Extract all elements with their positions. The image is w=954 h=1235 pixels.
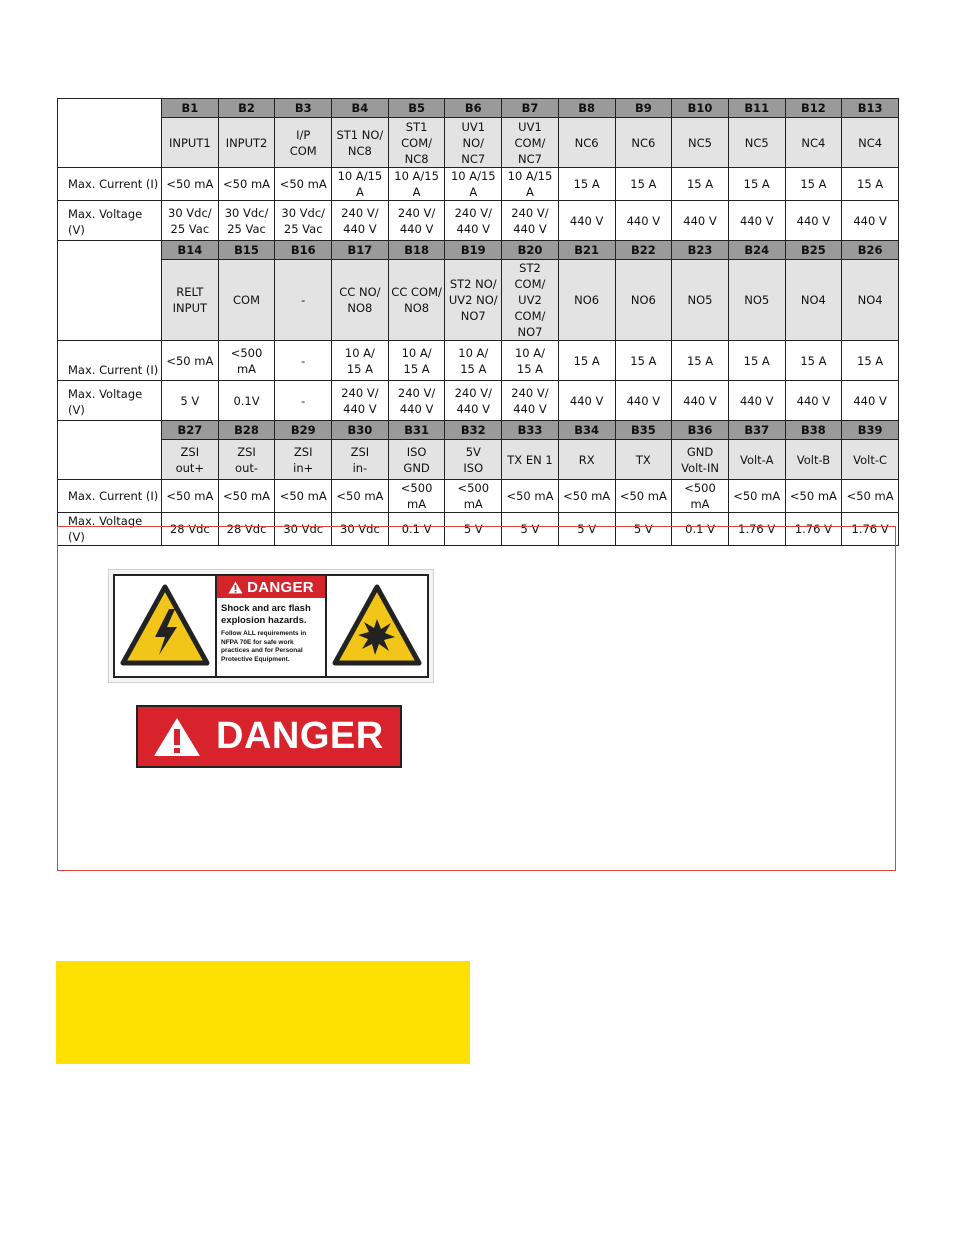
spec-value: <50 mA — [275, 168, 332, 201]
spec-value: <50 mA — [218, 480, 275, 513]
spec-value: <50 mA — [218, 168, 275, 201]
max-current-row — [58, 168, 899, 201]
pin-header: B13 — [842, 99, 899, 118]
spec-value: 240 V/ 440 V — [502, 381, 559, 421]
pin-header: B29 — [275, 421, 332, 440]
warning-triangle-icon — [228, 581, 243, 594]
pin-function: 5V ISO — [445, 440, 502, 480]
spec-value: 15 A — [672, 341, 729, 381]
function-row — [58, 440, 899, 480]
spec-value: 15 A — [842, 168, 899, 201]
spec-value: 240 V/ 440 V — [332, 201, 389, 241]
spec-value: 440 V — [558, 201, 615, 241]
pin-header: B24 — [728, 241, 785, 260]
function-row — [58, 118, 899, 168]
pin-function: NC4 — [842, 118, 899, 168]
spec-value: 240 V/ 440 V — [445, 381, 502, 421]
pin-header: B10 — [672, 99, 729, 118]
spec-value: 440 V — [785, 201, 842, 241]
spec-value: 440 V — [615, 381, 672, 421]
pin-function: Volt-A — [728, 440, 785, 480]
pin-function: CC COM/ NO8 — [388, 260, 445, 341]
pin-header: B17 — [332, 241, 389, 260]
pin-function: NO4 — [785, 260, 842, 341]
label-body: Follow ALL requirements in NFPA 70E for safe work practices and for Personal Protective Equipment. — [221, 630, 307, 663]
pin-function: INPUT2 — [218, 118, 275, 168]
pin-header: B2 — [218, 99, 275, 118]
max-voltage-row — [58, 381, 899, 421]
pin-header: B18 — [388, 241, 445, 260]
spec-value: 5 V — [558, 513, 615, 546]
pin-header: B21 — [558, 241, 615, 260]
spec-value: <50 mA — [615, 480, 672, 513]
spec-value: 10 A/ 15 A — [388, 341, 445, 381]
pin-header: B14 — [162, 241, 219, 260]
label-danger-title: DANGER — [247, 578, 314, 596]
pin-function: NO5 — [672, 260, 729, 341]
pin-function: NC5 — [672, 118, 729, 168]
row-label: Max. Current (I) — [58, 341, 162, 381]
spec-value: - — [275, 341, 332, 381]
pin-header: B39 — [842, 421, 899, 440]
spec-value: 28 Vdc — [162, 513, 219, 546]
spec-value: 440 V — [785, 381, 842, 421]
spec-value: 10 A/15 A — [388, 168, 445, 201]
spec-value: 15 A — [785, 341, 842, 381]
spec-value: 28 Vdc — [218, 513, 275, 546]
pin-function: GND Volt-IN — [672, 440, 729, 480]
spec-value: <50 mA — [558, 480, 615, 513]
pin-header: B27 — [162, 421, 219, 440]
spec-value: <50 mA — [162, 480, 219, 513]
pin-function: I/P COM — [275, 118, 332, 168]
spec-value: 440 V — [842, 201, 899, 241]
spec-value: 15 A — [728, 168, 785, 201]
spec-value: 10 A/ 15 A — [502, 341, 559, 381]
shock-arc-flash-label — [108, 569, 434, 683]
pin-header: B38 — [785, 421, 842, 440]
pin-header-row — [58, 241, 899, 260]
pin-function: RX — [558, 440, 615, 480]
pin-header: B16 — [275, 241, 332, 260]
spec-value: 5 V — [615, 513, 672, 546]
spec-value: 440 V — [842, 381, 899, 421]
max-current-row — [58, 341, 899, 381]
pin-function: TX — [615, 440, 672, 480]
spec-value: 240 V/ 440 V — [502, 201, 559, 241]
spec-value: <500 mA — [672, 480, 729, 513]
spec-value: 440 V — [558, 381, 615, 421]
row-label: Max. Voltage (V) — [58, 513, 162, 546]
spec-value: 240 V/ 440 V — [445, 201, 502, 241]
pin-function: TX EN 1 — [502, 440, 559, 480]
pin-header: B37 — [728, 421, 785, 440]
spec-value: <50 mA — [275, 480, 332, 513]
pin-function: NO6 — [615, 260, 672, 341]
spec-value: 10 A/ 15 A — [445, 341, 502, 381]
pin-header-row — [58, 421, 899, 440]
spec-value: 1.76 V — [842, 513, 899, 546]
arc-flash-explosion-icon — [327, 576, 427, 676]
spec-value: 240 V/ 440 V — [388, 381, 445, 421]
pin-function: ZSI out+ — [162, 440, 219, 480]
spec-value: 1.76 V — [728, 513, 785, 546]
spec-value: 15 A — [672, 168, 729, 201]
pin-header: B12 — [785, 99, 842, 118]
row-label: Max. Voltage (V) — [58, 201, 162, 241]
pin-header: B35 — [615, 421, 672, 440]
spec-value: 5 V — [502, 513, 559, 546]
spec-value: 15 A — [842, 341, 899, 381]
spec-value: 15 A — [615, 168, 672, 201]
spec-value: <500 mA — [445, 480, 502, 513]
danger-banner-text: DANGER — [216, 715, 384, 757]
row-label: Max. Current (I) — [58, 168, 162, 201]
pin-header: B23 — [672, 241, 729, 260]
spec-value: 440 V — [672, 201, 729, 241]
pin-function: UV1 NO/ NC7 — [445, 118, 502, 168]
pin-header: B22 — [615, 241, 672, 260]
spec-value: 10 A/15 A — [445, 168, 502, 201]
blank-label-cell — [58, 421, 162, 480]
pin-header-row — [58, 99, 899, 118]
pin-function: NC4 — [785, 118, 842, 168]
pin-function: NC6 — [558, 118, 615, 168]
pin-function: ST2 NO/ UV2 NO/ NO7 — [445, 260, 502, 341]
pin-header: B31 — [388, 421, 445, 440]
function-row — [58, 260, 899, 341]
pin-function: NC5 — [728, 118, 785, 168]
pin-function: COM — [218, 260, 275, 341]
warning-triangle-icon — [152, 716, 202, 758]
pin-function: UV1 COM/ NC7 — [502, 118, 559, 168]
spec-value: 30 Vdc — [332, 513, 389, 546]
pin-function: NO4 — [842, 260, 899, 341]
spec-value: 5 V — [445, 513, 502, 546]
blank-label-cell — [58, 99, 162, 168]
spec-value: 30 Vdc — [275, 513, 332, 546]
pin-function: INPUT1 — [162, 118, 219, 168]
spec-value: 1.76 V — [785, 513, 842, 546]
spec-value: <500 mA — [388, 480, 445, 513]
pin-function: ST1 COM/ NC8 — [388, 118, 445, 168]
pin-header: B19 — [445, 241, 502, 260]
spec-value: 30 Vdc/ 25 Vac — [275, 201, 332, 241]
spec-value: <50 mA — [332, 480, 389, 513]
spec-value: 240 V/ 440 V — [332, 381, 389, 421]
terminal-spec-table — [57, 98, 899, 546]
spec-value: <50 mA — [785, 480, 842, 513]
pin-header: B30 — [332, 421, 389, 440]
spec-value: 15 A — [728, 341, 785, 381]
pin-function: ZSI out- — [218, 440, 275, 480]
pin-header: B20 — [502, 241, 559, 260]
pin-header: B33 — [502, 421, 559, 440]
pin-header: B28 — [218, 421, 275, 440]
pin-function: ST2 COM/ UV2 COM/ NO7 — [502, 260, 559, 341]
spec-value: <50 mA — [162, 168, 219, 201]
label-danger-header — [217, 576, 325, 598]
pin-header: B34 — [558, 421, 615, 440]
spec-value: 5 V — [162, 381, 219, 421]
spec-value: - — [275, 381, 332, 421]
pin-function: Volt-C — [842, 440, 899, 480]
spec-value: 0.1 V — [672, 513, 729, 546]
spec-value: 10 A/15 A — [332, 168, 389, 201]
pin-header: B5 — [388, 99, 445, 118]
spec-value: 0.1V — [218, 381, 275, 421]
spec-value: 440 V — [728, 381, 785, 421]
pin-header: B11 — [728, 99, 785, 118]
spec-value: 10 A/15 A — [502, 168, 559, 201]
row-label: Max. Voltage (V) — [58, 381, 162, 421]
pin-header: B8 — [558, 99, 615, 118]
pin-header: B25 — [785, 241, 842, 260]
danger-banner — [136, 705, 402, 768]
spec-value: 440 V — [672, 381, 729, 421]
pin-header: B26 — [842, 241, 899, 260]
spec-value: 15 A — [615, 341, 672, 381]
spec-value: <50 mA — [842, 480, 899, 513]
pin-function: ZSI in+ — [275, 440, 332, 480]
electric-shock-icon — [115, 576, 215, 676]
pin-header: B7 — [502, 99, 559, 118]
pin-function: NO6 — [558, 260, 615, 341]
spec-value: <50 mA — [502, 480, 559, 513]
spec-value: 30 Vdc/ 25 Vac — [162, 201, 219, 241]
spec-value: 15 A — [785, 168, 842, 201]
label-headline: Shock and arc flash explosion hazards. — [221, 603, 311, 626]
pin-function: ISO GND — [388, 440, 445, 480]
spec-value: <50 mA — [728, 480, 785, 513]
spec-value: 30 Vdc/ 25 Vac — [218, 201, 275, 241]
pin-function: CC NO/ NO8 — [332, 260, 389, 341]
spec-value: <50 mA — [162, 341, 219, 381]
spec-value: 15 A — [558, 341, 615, 381]
max-current-row — [58, 480, 899, 513]
max-voltage-row — [58, 201, 899, 241]
pin-header: B32 — [445, 421, 502, 440]
spec-value: 240 V/ 440 V — [388, 201, 445, 241]
pin-header: B15 — [218, 241, 275, 260]
pin-header: B36 — [672, 421, 729, 440]
row-label: Max. Current (I) — [58, 480, 162, 513]
pin-function: ZSI in- — [332, 440, 389, 480]
hazard-warning-box — [57, 526, 896, 871]
spec-value: 15 A — [558, 168, 615, 201]
blank-label-cell — [58, 241, 162, 341]
spec-value: 440 V — [728, 201, 785, 241]
yellow-note-box — [56, 961, 470, 1064]
pin-header: B9 — [615, 99, 672, 118]
pin-header: B6 — [445, 99, 502, 118]
spec-value: 440 V — [615, 201, 672, 241]
pin-function: Volt-B — [785, 440, 842, 480]
spec-value: 10 A/ 15 A — [332, 341, 389, 381]
pin-function: ST1 NO/ NC8 — [332, 118, 389, 168]
pin-header: B3 — [275, 99, 332, 118]
pin-function: RELT INPUT — [162, 260, 219, 341]
pin-function: NC6 — [615, 118, 672, 168]
spec-value: 0.1 V — [388, 513, 445, 546]
pin-header: B1 — [162, 99, 219, 118]
pin-function: - — [275, 260, 332, 341]
pin-function: NO5 — [728, 260, 785, 341]
pin-header: B4 — [332, 99, 389, 118]
spec-value: <500 mA — [218, 341, 275, 381]
